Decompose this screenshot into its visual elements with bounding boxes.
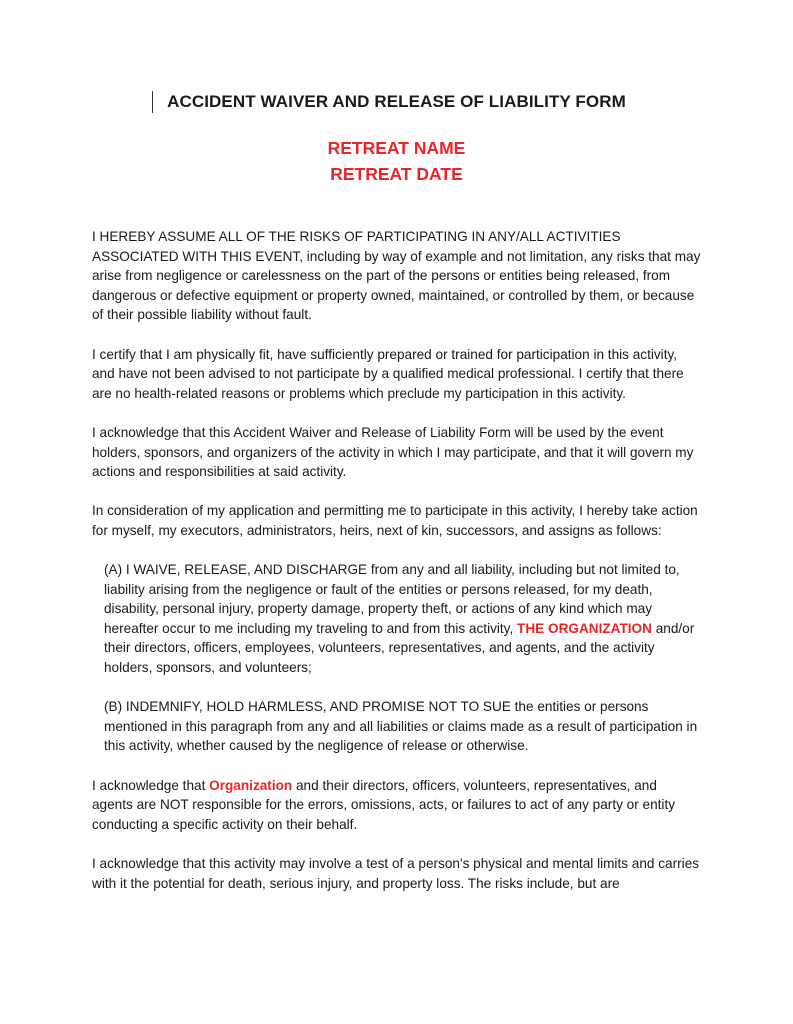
retreat-date: RETREAT DATE <box>330 164 463 184</box>
paragraph-indemnify-b: (B) INDEMNIFY, HOLD HARMLESS, AND PROMISE NOT TO SUE the entities or persons mentioned in this paragraph from any and all liabilities or claims made as a result of participation in this activity, whether caused by the negligence of release or otherwise. <box>104 699 698 754</box>
document-title: ACCIDENT WAIVER AND RELEASE OF LIABILITY FORM <box>167 92 626 111</box>
paragraph-acknowledgement-usage: I acknowledge that this Accident Waiver and Release of Liability Form will be used by the event holders, sponsors, and organizers of the activity in which I may participate, and that it will govern my actions and responsibilities at said activity. <box>92 424 694 480</box>
paragraph-risks: I acknowledge that this activity may involve a test of a person's physical and mental limits and carries with it the potential for death, serious injury, and property loss. The risks include, but are <box>92 856 700 891</box>
organization-highlight: THE ORGANIZATION <box>517 620 652 636</box>
paragraph-waiver-a <box>104 560 705 678</box>
responsibility-text: I acknowledge that <box>92 777 210 793</box>
responsibility-text-cont: and their directors, officers, volunteers, representatives, and agents are NOT responsible for the errors, omissions, acts, or failures to act of any party or entity conducting a specific activity on their behalf. <box>92 777 676 832</box>
paragraph-organization-responsibility <box>92 776 701 835</box>
document-body <box>92 227 701 913</box>
organization-highlight-2: Organization <box>209 777 293 793</box>
paragraph-assumption-of-risk: I HEREBY ASSUME ALL OF THE RISKS OF PARTICIPATING IN ANY/ALL ACTIVITIES ASSOCIATED WITH THIS EVENT, including by way of example and not limitation, any risks that may arise from negligence or carelessness on the part of the persons or entities being released, from dangerous or defective equipment or property owned, maintained, or controlled by them, or because of their possible liability without fault. <box>92 229 701 323</box>
retreat-name: RETREAT NAME <box>327 138 466 158</box>
waiver-a-text-cont: and/or their directors, officers, employees, volunteers, representatives, and agents, and the activity holders, sponsors, and volunteers; <box>104 620 695 676</box>
paragraph-fitness-certification: I certify that I am physically fit, have sufficiently prepared or trained for participation in this activity, and have not been advised to not participate by a qualified medical professional. I certify that there are no health-related reasons or problems which preclude my participation in this activity. <box>92 346 684 401</box>
waiver-a-text: (A) I WAIVE, RELEASE, AND DISCHARGE from any and all liability, including but not limited to, liability arising from the negligence or fault of the entities or persons released, for my death, disability, personal injury, property damage, property theft, or actions of any kind which may hereafter occur to me including my traveling to and from this activity, <box>104 562 680 636</box>
paragraph-consideration: In consideration of my application and permitting me to participate in this activity, I hereby take action for myself, my executors, administrators, heirs, next of kin, successors, and assigns as follows: <box>92 503 698 538</box>
